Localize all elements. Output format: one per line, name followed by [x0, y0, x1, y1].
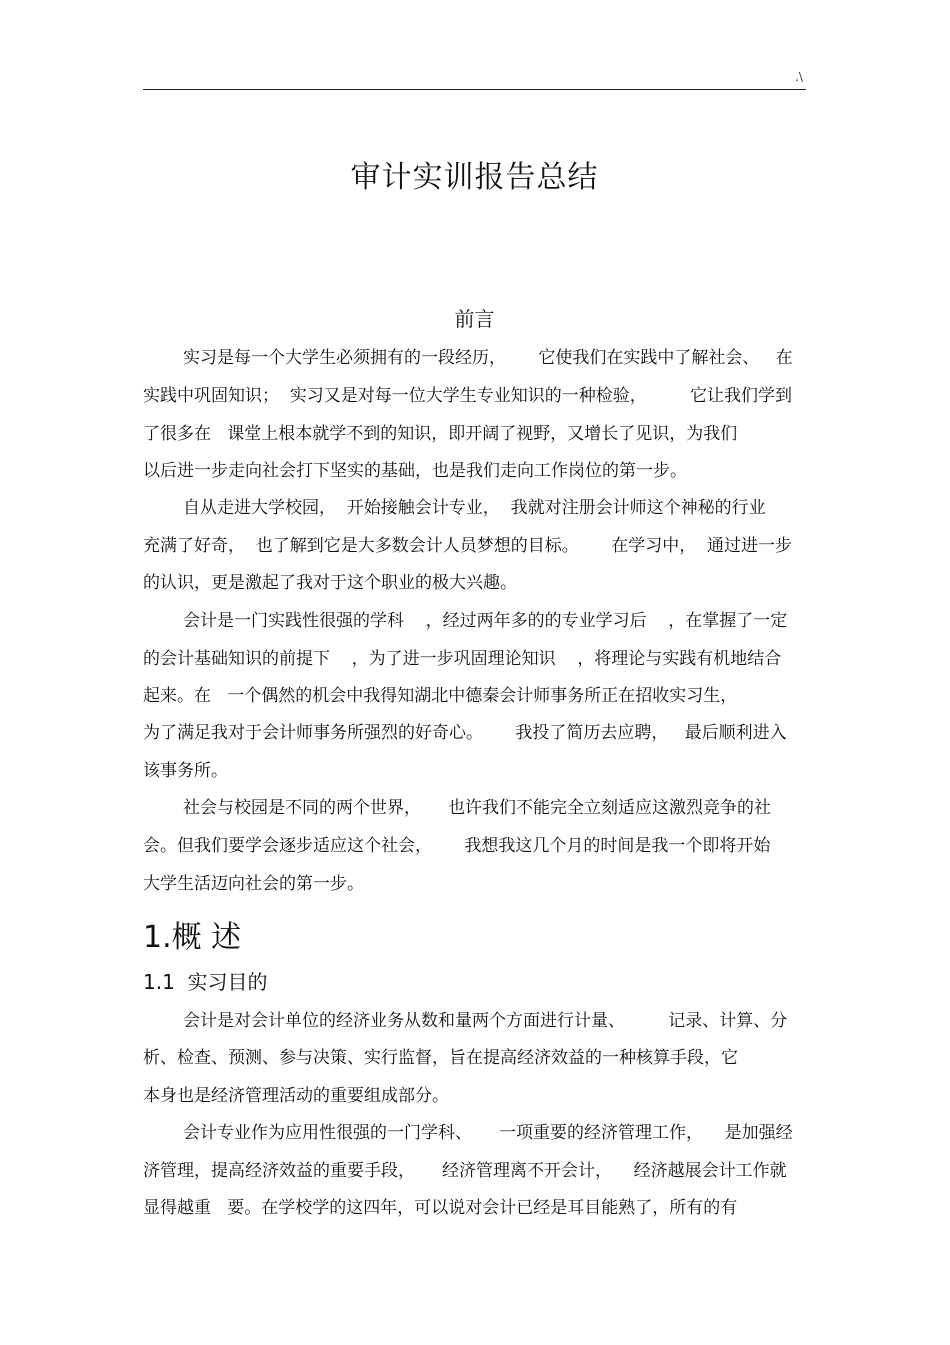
- paragraph-line: 大学生活迈向社会的第一步。: [143, 874, 364, 894]
- paragraph-line: 充满了好奇， 也了解到它是大多数会计人员梦想的目标。 在学习中， 通过进一步: [143, 536, 793, 556]
- paragraph-line: 了很多在 课堂上根本就学不到的知识，即开阔了视野，又增长了见识，为我们: [143, 424, 738, 444]
- paragraph-line: 显得越重 要。在学校学的这四年，可以说对会计已经是耳目能熟了，所有的有: [143, 1198, 738, 1218]
- paragraph-line: 为了满足我对于会计师事务所强烈的好奇心。 我投了简历去应聘， 最后顺利进入: [143, 723, 787, 743]
- paragraph-line: 本身也是经济管理活动的重要组成部分。: [143, 1086, 449, 1106]
- paragraph-line: 以后进一步走向社会打下坚实的基础，也是我们走向工作岗位的第一步。: [143, 461, 687, 481]
- paragraph-line: 的认识，更是激起了我对于这个职业的极大兴趣。: [143, 573, 517, 593]
- subsection-heading: 1.1 实习目的: [143, 970, 268, 994]
- section-heading: 1.概 述: [143, 920, 242, 955]
- paragraph-line: 社会与校园是不同的两个世界， 也许我们不能完全立刻适应这激烈竞争的社: [183, 798, 772, 818]
- header-rule: [143, 89, 806, 90]
- paragraph-line: 会计是对会计单位的经济业务从数和量两个方面进行计量、 记录、计算、分: [183, 1011, 788, 1031]
- document-title: 审计实训报告总结: [350, 160, 599, 195]
- paragraph-line: 自从走进大学校园， 开始接触会计专业， 我就对注册会计师这个神秘的行业: [183, 498, 766, 518]
- paragraph-line: 会计是一门实践性很强的学科 ，经过两年多的的专业学习后 ，在掌握了一定: [183, 611, 788, 631]
- paragraph-line: 该事务所。: [143, 761, 228, 781]
- paragraph-line: 起来。在 一个偶然的机会中我得知湖北中德秦会计师事务所正在招收实习生，: [143, 686, 738, 706]
- paragraph-line: 的会计基础知识的前提下 ，为了进一步巩固理论知识 ，将理论与实践有机地结合: [143, 649, 782, 669]
- paragraph-line: 会。但我们要学会逐步适应这个社会， 我想我这几个月的时间是我一个即将开始: [143, 836, 771, 856]
- paragraph-line: 析、检查、预测、参与决策、实行监督，旨在提高经济效益的一种核算手段，它: [143, 1048, 738, 1068]
- preface-heading: 前言: [454, 307, 495, 331]
- paragraph-line: 济管理，提高经济效益的重要手段， 经济管理离不开会计， 经济越展会计工作就: [143, 1161, 787, 1181]
- paragraph-line: 实践中巩固知识； 实习又是对每一位大学生专业知识的一种检验， 它让我们学到: [143, 386, 793, 406]
- header-mark: .\: [795, 70, 803, 84]
- paragraph-line: 会计专业作为应用性很强的一门学科、 一项重要的经济管理工作， 是加强经: [183, 1123, 793, 1143]
- paragraph-line: 实习是每一个大学生必须拥有的一段经历， 它使我们在实践中了解社会、 在: [183, 348, 793, 368]
